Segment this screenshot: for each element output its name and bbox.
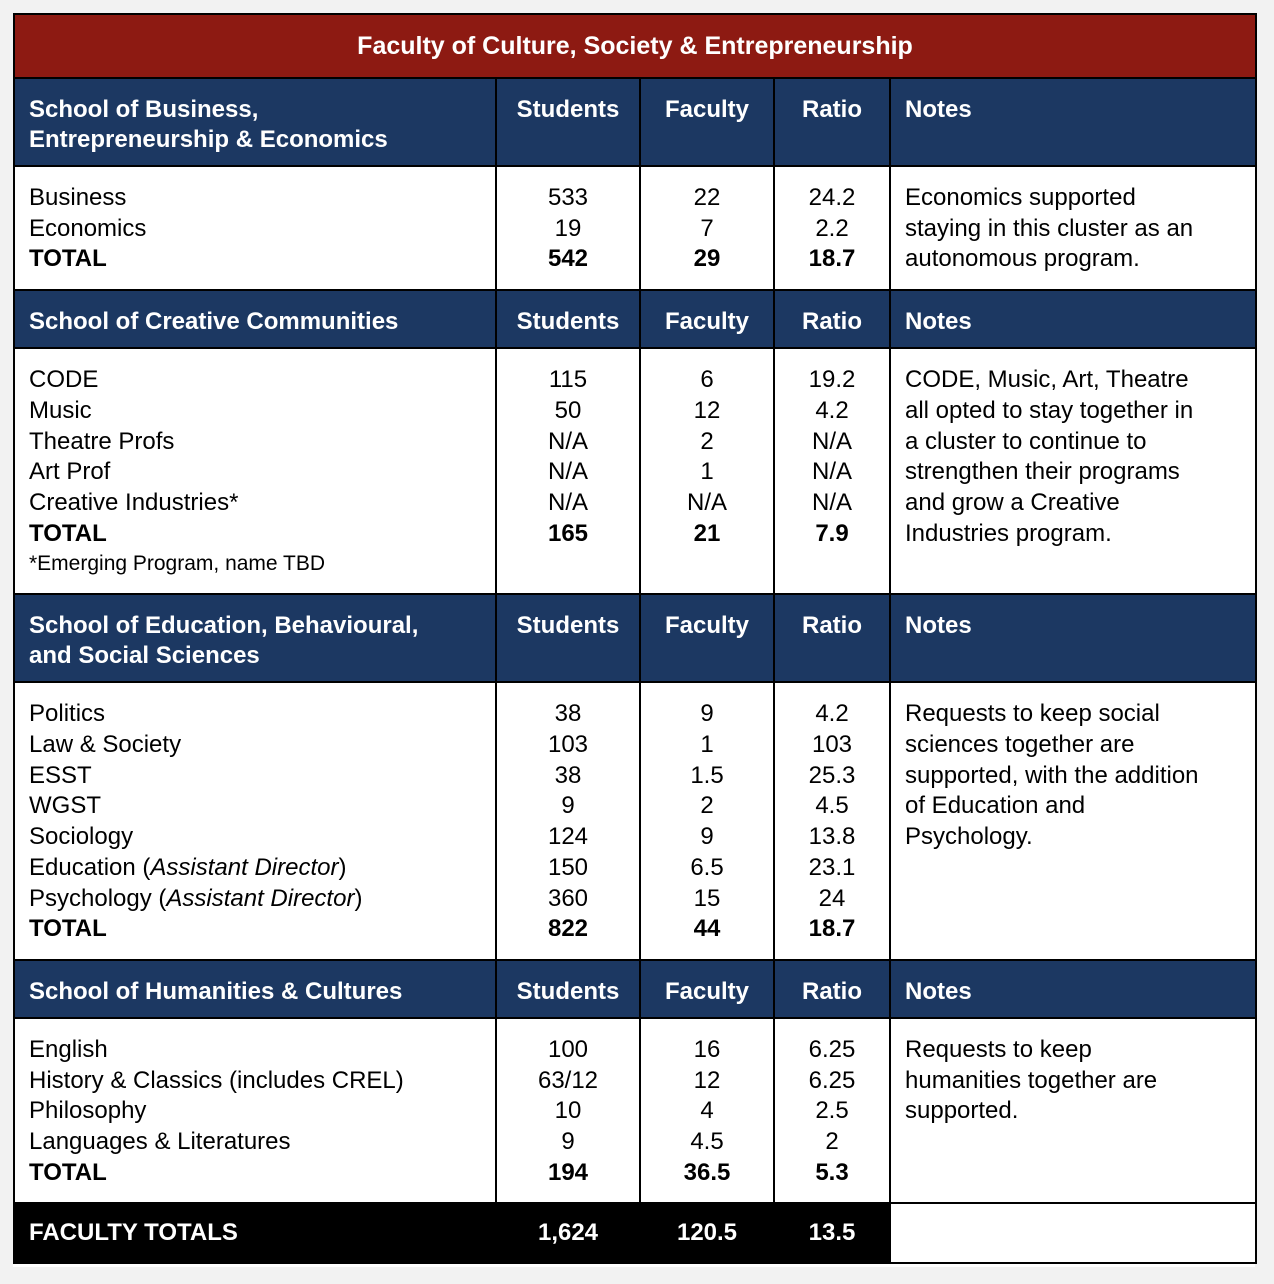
program-name xyxy=(29,1127,495,1158)
students-value: 9 xyxy=(561,792,575,820)
school-name-line: School of Education, Behavioural, xyxy=(29,612,419,640)
header-faculty: Faculty xyxy=(640,960,774,1018)
ratio-value: 4.5 xyxy=(815,792,849,820)
program-names xyxy=(14,166,496,290)
ratio-value: 6.25 xyxy=(808,1035,856,1063)
school-body-row xyxy=(14,166,1256,290)
faculty-value: 7 xyxy=(700,214,714,242)
note-line: a cluster to continue to xyxy=(905,427,1147,455)
faculty-totals-students: 1,624 xyxy=(496,1203,640,1263)
ratio-value: N/A xyxy=(811,488,852,516)
program-name-text: Art Prof xyxy=(29,458,111,486)
total-ratio: 18.7 xyxy=(808,245,856,273)
program-name xyxy=(29,365,495,396)
faculty-value: 9 xyxy=(700,823,714,851)
note-line: strengthen their programs xyxy=(905,458,1180,486)
title-row xyxy=(14,14,1256,78)
program-name-text: ESST xyxy=(29,761,92,789)
note-line: supported, with the addition xyxy=(905,761,1199,789)
faculty-value: 15 xyxy=(693,884,721,912)
program-faculty xyxy=(640,682,774,960)
program-name-text: CODE xyxy=(29,366,99,394)
ratio-value: 4.2 xyxy=(815,700,849,728)
total-ratio: 5.3 xyxy=(815,1158,849,1186)
students-value: 360 xyxy=(547,884,589,912)
students-value: 38 xyxy=(554,761,582,789)
ratio-value: 19.2 xyxy=(808,366,856,394)
ratio-value: N/A xyxy=(811,427,852,455)
note-line: humanities together are xyxy=(905,1066,1158,1094)
program-name-text: Psychology ( xyxy=(29,884,167,912)
note-line: CODE, Music, Art, Theatre xyxy=(905,366,1189,394)
ratio-value: 23.1 xyxy=(808,853,856,881)
faculty-value: 1.5 xyxy=(690,761,724,789)
students-value: 63/12 xyxy=(537,1066,599,1094)
students-value: 50 xyxy=(554,396,582,424)
program-students xyxy=(496,1018,640,1204)
header-ratio: Ratio xyxy=(774,960,890,1018)
program-name-text: Sociology xyxy=(29,823,134,851)
school-notes xyxy=(890,1018,1256,1204)
students-value: N/A xyxy=(547,488,588,516)
total-faculty: 29 xyxy=(693,245,721,273)
students-value: 115 xyxy=(548,366,588,394)
program-students xyxy=(496,348,640,594)
program-students xyxy=(496,166,640,290)
school-name xyxy=(14,78,496,166)
program-name xyxy=(29,761,495,792)
total-label: TOTAL xyxy=(29,915,107,943)
program-name xyxy=(29,1096,495,1127)
faculty-totals-label: FACULTY TOTALS xyxy=(14,1203,496,1263)
students-value: N/A xyxy=(547,427,588,455)
total-students: 165 xyxy=(547,519,589,547)
note-line: Economics supported xyxy=(905,184,1136,211)
school-name-line: and Social Sciences xyxy=(29,642,260,670)
school-name xyxy=(14,960,496,1018)
school-name-line: School of Creative Communities xyxy=(29,308,399,336)
header-notes: Notes xyxy=(890,594,1256,682)
program-name xyxy=(29,396,495,427)
school-name-line: School of Business, xyxy=(29,96,259,123)
program-name xyxy=(29,488,495,519)
program-faculty xyxy=(640,348,774,594)
program-name-text: Languages & Literatures xyxy=(29,1128,291,1156)
students-value: 38 xyxy=(554,700,582,728)
total-faculty: 36.5 xyxy=(683,1158,731,1186)
school-name xyxy=(14,290,496,348)
note-line: and grow a Creative xyxy=(905,488,1120,516)
ratio-value: 24 xyxy=(818,884,846,912)
program-name xyxy=(29,457,495,488)
school-name-line: School of Humanities & Cultures xyxy=(29,977,403,1005)
students-value: 100 xyxy=(547,1035,589,1063)
program-name-text: Philosophy xyxy=(29,1097,147,1125)
program-name xyxy=(29,884,495,915)
program-role: Assistant Director xyxy=(166,884,355,912)
note-line: all opted to stay together in xyxy=(905,396,1194,424)
program-name-text: Politics xyxy=(29,700,106,728)
header-notes: Notes xyxy=(890,960,1256,1018)
total-students: 542 xyxy=(547,245,589,273)
program-name xyxy=(29,822,495,853)
school-header-row xyxy=(14,594,1256,682)
faculty-value: 4 xyxy=(700,1097,714,1125)
program-ratio xyxy=(774,348,890,594)
faculty-value: N/A xyxy=(686,488,727,516)
faculty-value: 4.5 xyxy=(690,1128,724,1156)
program-names xyxy=(14,348,496,594)
program-name xyxy=(29,791,495,822)
program-name-text: English xyxy=(29,1035,108,1063)
document-page xyxy=(13,13,1255,1267)
note-line: Industries program. xyxy=(905,519,1112,547)
program-name-text: Economics xyxy=(29,214,147,242)
faculty-value: 2 xyxy=(700,427,714,455)
header-notes: Notes xyxy=(890,78,1256,166)
students-value: 10 xyxy=(554,1097,582,1125)
school-name xyxy=(14,594,496,682)
total-label: TOTAL xyxy=(29,1158,107,1186)
program-name-text: Theatre Profs xyxy=(29,427,175,455)
program-names xyxy=(14,682,496,960)
note-line: sciences together are xyxy=(905,731,1135,759)
faculty-table xyxy=(13,13,1257,1264)
school-body-row xyxy=(14,682,1256,960)
header-ratio: Ratio xyxy=(774,78,890,166)
students-value: N/A xyxy=(547,458,588,486)
faculty-totals-ratio: 13.5 xyxy=(774,1203,890,1263)
faculty-value: 1 xyxy=(700,731,714,759)
program-ratio xyxy=(774,166,890,290)
program-names xyxy=(14,1018,496,1204)
students-value: 533 xyxy=(547,184,589,211)
note-line: Requests to keep social xyxy=(905,700,1160,728)
ratio-value: 2.5 xyxy=(815,1097,849,1125)
students-value: 19 xyxy=(554,214,582,242)
note-line: supported. xyxy=(905,1097,1019,1125)
program-name-text: Law & Society xyxy=(29,731,182,759)
table-title: Faculty of Culture, Society & Entrepreneurship xyxy=(14,14,1256,78)
faculty-totals-row xyxy=(14,1203,1256,1263)
program-ratio xyxy=(774,682,890,960)
faculty-totals-faculty: 120.5 xyxy=(640,1203,774,1263)
ratio-value: 2.2 xyxy=(815,214,849,242)
students-value: 9 xyxy=(561,1128,575,1156)
faculty-value: 16 xyxy=(693,1035,721,1063)
total-label: TOTAL xyxy=(29,519,107,547)
faculty-value: 9 xyxy=(700,700,714,728)
header-students: Students xyxy=(496,594,640,682)
note-line: staying in this cluster as an xyxy=(905,214,1194,242)
total-faculty: 21 xyxy=(693,519,721,547)
program-faculty xyxy=(640,1018,774,1204)
header-students: Students xyxy=(496,290,640,348)
faculty-value: 2 xyxy=(700,792,714,820)
program-students xyxy=(496,682,640,960)
header-students: Students xyxy=(496,78,640,166)
header-faculty: Faculty xyxy=(640,290,774,348)
program-name-end: ) xyxy=(354,884,363,912)
total-students: 822 xyxy=(547,915,589,943)
faculty-value: 12 xyxy=(693,1066,721,1094)
students-value: 150 xyxy=(547,853,589,881)
ratio-value: 25.3 xyxy=(808,761,856,789)
faculty-value: 22 xyxy=(693,184,721,211)
ratio-value: 6.25 xyxy=(808,1066,856,1094)
faculty-value: 6 xyxy=(700,366,714,394)
faculty-value: 12 xyxy=(693,396,721,424)
program-name xyxy=(29,183,495,214)
faculty-value: 6.5 xyxy=(690,853,724,881)
school-header-row xyxy=(14,960,1256,1018)
note-line: of Education and xyxy=(905,792,1086,820)
ratio-value: 13.8 xyxy=(808,823,856,851)
program-faculty xyxy=(640,166,774,290)
program-name xyxy=(29,427,495,458)
total-faculty: 44 xyxy=(693,915,721,943)
footnote: *Emerging Program, name TBD xyxy=(29,552,326,576)
program-name xyxy=(29,853,495,884)
ratio-value: 24.2 xyxy=(808,184,856,211)
students-value: 124 xyxy=(547,823,589,851)
ratio-value: 2 xyxy=(825,1128,839,1156)
faculty-value: 1 xyxy=(700,458,714,486)
header-notes: Notes xyxy=(890,290,1256,348)
school-header-row xyxy=(14,290,1256,348)
header-faculty: Faculty xyxy=(640,594,774,682)
total-ratio: 18.7 xyxy=(808,915,856,943)
program-name xyxy=(29,699,495,730)
note-line: Psychology. xyxy=(905,823,1033,851)
header-faculty: Faculty xyxy=(640,78,774,166)
ratio-value: N/A xyxy=(811,458,852,486)
program-name-text: Creative Industries* xyxy=(29,488,239,516)
program-name xyxy=(29,1035,495,1066)
program-name-text: History & Classics (includes CREL) xyxy=(29,1066,404,1094)
school-notes xyxy=(890,348,1256,594)
program-name-text: Business xyxy=(29,184,127,211)
school-body-row xyxy=(14,1018,1256,1204)
school-body-row xyxy=(14,348,1256,594)
ratio-value: 4.2 xyxy=(815,396,849,424)
total-ratio: 7.9 xyxy=(815,519,849,547)
school-header-row xyxy=(14,78,1256,166)
program-name xyxy=(29,214,495,245)
students-value: 103 xyxy=(547,731,589,759)
program-role: Assistant Director xyxy=(150,853,339,881)
note-line: autonomous program. xyxy=(905,245,1140,273)
program-ratio xyxy=(774,1018,890,1204)
note-line: Requests to keep xyxy=(905,1035,1092,1063)
school-notes xyxy=(890,166,1256,290)
program-name xyxy=(29,730,495,761)
program-name-text: Education ( xyxy=(29,853,151,881)
total-students: 194 xyxy=(547,1158,589,1186)
school-name-line: Entrepreneurship & Economics xyxy=(29,126,388,153)
ratio-value: 103 xyxy=(811,731,853,759)
header-ratio: Ratio xyxy=(774,594,890,682)
program-name-text: Music xyxy=(29,396,92,424)
header-students: Students xyxy=(496,960,640,1018)
school-notes xyxy=(890,682,1256,960)
header-ratio: Ratio xyxy=(774,290,890,348)
program-name xyxy=(29,1066,495,1097)
faculty-totals-notes xyxy=(890,1203,1256,1263)
program-name-text: WGST xyxy=(29,792,101,820)
program-name-end: ) xyxy=(338,853,347,881)
total-label: TOTAL xyxy=(29,245,107,273)
